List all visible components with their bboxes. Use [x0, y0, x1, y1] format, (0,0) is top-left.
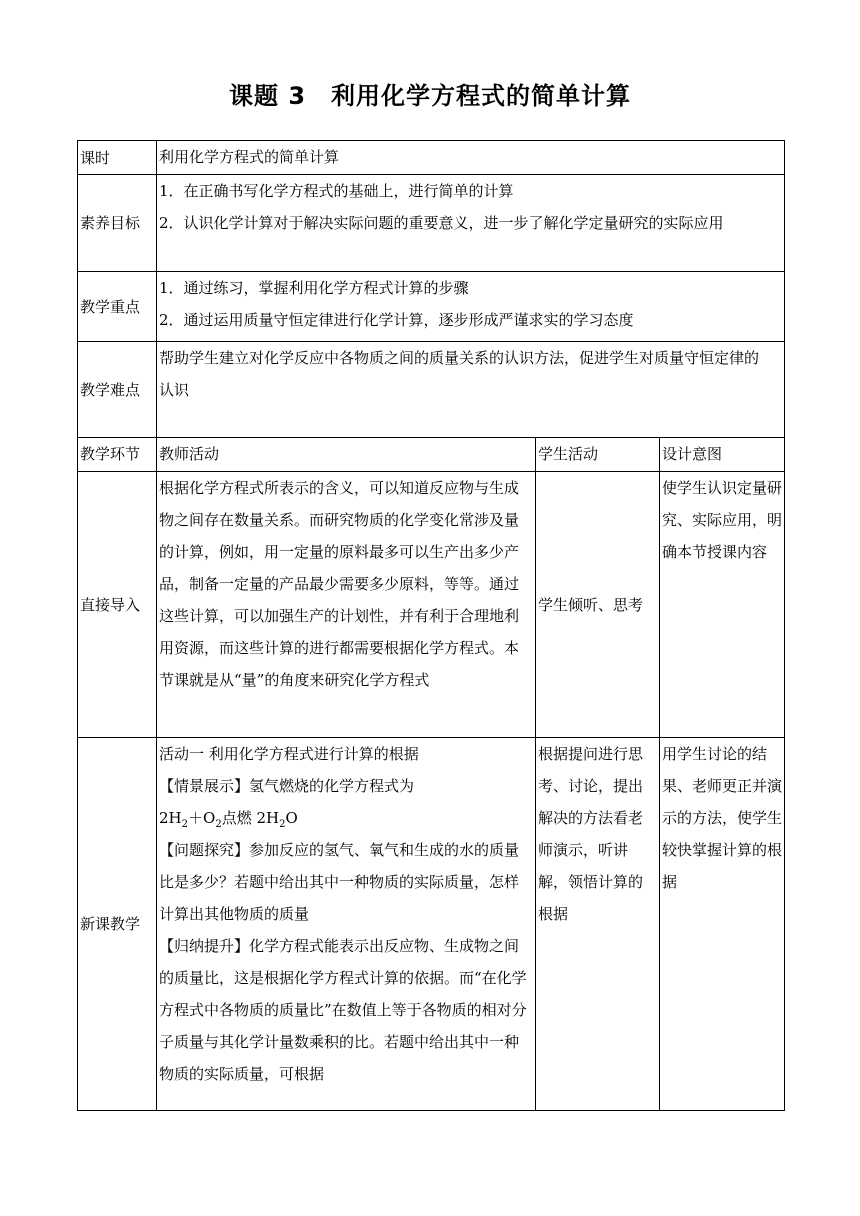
- header-teacher: 教师活动: [157, 438, 536, 472]
- page-title: 课题 3 利用化学方程式的简单计算: [228, 82, 632, 110]
- value-keshi: 利用化学方程式的简单计算: [157, 141, 785, 175]
- xinke-problem: 【问题探究】参加反应的氢气、氧气和生成的水的质量比是多少？若题中给出其中一种物质的实际质量，怎样计算出其他物质的质量: [159, 841, 520, 923]
- header-huanjie: 教学环节: [78, 438, 157, 472]
- xinke-scene: 【情景展示】氢气燃烧的化学方程式为: [159, 777, 415, 795]
- nandian-line-1: 帮助学生建立对化学反应中各物质之间的质量关系的认识方法，促进学生对质量守恒定律的: [159, 349, 760, 367]
- label-zhongdian: 教学重点: [78, 272, 157, 342]
- daoru-intent: 使学生认识定量研究、实际应用，明确本节授课内容: [660, 472, 785, 738]
- row-xinke: [78, 738, 785, 1111]
- value-suyang: [157, 175, 785, 272]
- xinke-teacher: [157, 738, 536, 1111]
- label-keshi: 课时: [78, 141, 157, 175]
- row-zhongdian: [78, 272, 785, 342]
- row-headers: [78, 438, 785, 472]
- row-suyang: [78, 175, 785, 272]
- lesson-plan-table: [77, 140, 785, 1111]
- xinke-summary: 【归纳提升】化学方程式能表示出反应物、生成物之间的质量比，这是根据化学方程式计算的依据。而“在化学方程式中各物质的质量比”在数值上等于各物质的相对分子质量与其化学计量数乘积的比。若题中给出其中一种物质的实际质量，可根据: [159, 937, 527, 1083]
- header-intent: 设计意图: [660, 438, 785, 472]
- label-xinke: 新课教学: [78, 738, 157, 1111]
- header-student: 学生活动: [536, 438, 660, 472]
- xinke-student: 根据提问进行思考、讨论，提出解决的方法看老师演示，听讲解，领悟计算的根据: [536, 738, 660, 1111]
- zhongdian-line-1: 1．通过练习，掌握利用化学方程式计算的步骤: [159, 279, 469, 297]
- label-suyang: 素养目标: [78, 175, 157, 272]
- xinke-equation: $2H_2+O_2$点燃 $2H_2O$: [159, 809, 298, 830]
- row-daoru: [78, 472, 785, 738]
- nandian-line-2: 认识: [159, 381, 190, 399]
- row-keshi: [78, 141, 785, 175]
- daoru-teacher: 根据化学方程式所表示的含义，可以知道反应物与生成物之间存在数量关系。而研究物质的化学变化常涉及量的计算，例如，用一定量的原料最多可以生产出多少产品，制备一定量的产品最少需要多少原料，等等。通过这些计算，可以加强生产的计划性，并有利于合理地利用资源，而这些计算的进行都需要根据化学方程式。本节课就是从“量”的角度来研究化学方程式: [157, 472, 536, 738]
- zhongdian-line-2: 2．通过运用质量守恒定律进行化学计算，逐步形成严谨求实的学习态度: [159, 311, 634, 329]
- suyang-line-1: 1．在正确书写化学方程式的基础上，进行简单的计算: [159, 182, 514, 200]
- xinke-intent: 用学生讨论的结果、老师更正并演示的方法，使学生较快掌握计算的根据: [660, 738, 785, 1111]
- label-nandian: 教学难点: [78, 342, 157, 438]
- value-nandian: [157, 342, 785, 438]
- xinke-activity: 活动一 利用化学方程式进行计算的根据: [159, 745, 419, 763]
- suyang-line-2: 2．认识化学计算对于解决实际问题的重要意义，进一步了解化学定量研究的实际应用: [159, 214, 724, 232]
- label-daoru: 直接导入: [78, 472, 157, 738]
- value-zhongdian: [157, 272, 785, 342]
- row-nandian: [78, 342, 785, 438]
- daoru-student: 学生倾听、思考: [536, 472, 660, 738]
